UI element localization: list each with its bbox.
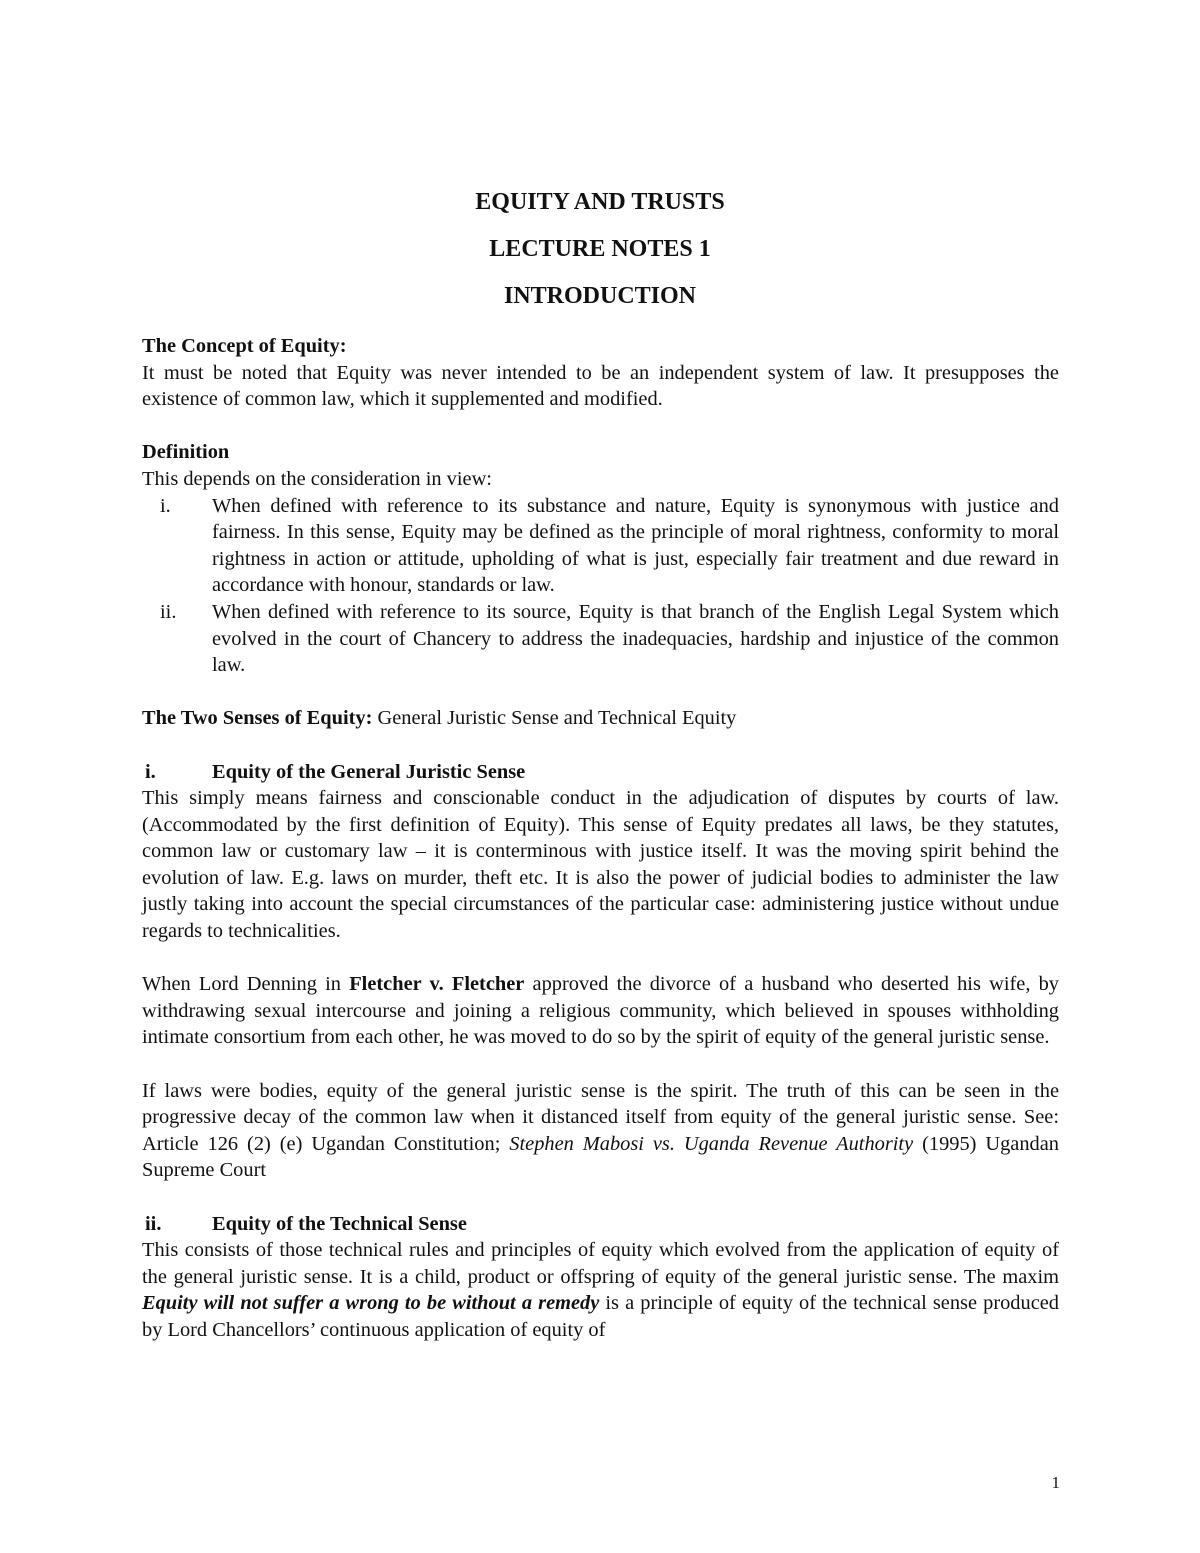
document-subtitle: LECTURE NOTES 1: [489, 236, 711, 262]
paragraph-text: approved the divorce of a husband who deserted his wife, by withdrawing sexual intercourse and joining a religious community, which believed in spouses withholding intimate consortium from each other, he was moved to do so by the spirit of equity of the general juristic sense.: [142, 973, 1060, 1049]
section-title: INTRODUCTION: [503, 283, 697, 309]
paragraph-text: This consists of those technical rules and principles of equity which evolved from the application of equity of the general juristic sense. It is a child, product or offspring of equity of the general juristic sense. The maxim: [142, 1239, 1059, 1288]
paragraph-text: If laws were bodies, equity of the general juristic sense is the spirit. The truth of this can be seen in the progressive decay of the common law when it distanced itself from equity of the general juristic sense. See: Article 126 (2) (e) Ugandan Constitution;: [142, 1079, 1059, 1155]
definition-intro: This depends on the consideration in view:: [142, 467, 492, 490]
case-citation: Stephen Mabosi vs. Uganda Revenue Authority: [509, 1132, 914, 1155]
concept-paragraph: It must be noted that Equity was never intended to be an independent system of law. It presupposes the existence of common law, which it supplemented and modified.: [142, 361, 1059, 411]
technical-sense-paragraph: [142, 1237, 1059, 1343]
two-senses-line: [142, 705, 1059, 732]
title-block: [0, 190, 1200, 308]
list-marker: ii.: [160, 600, 177, 623]
list-item-text: When defined with reference to its substance and nature, Equity is synonymous with justice and fairness. In this sense, Equity may be defined as the principle of moral rightness, conformity to moral rightness in action or attitude, upholding of what is just, especially fair treatment and due reward in accordance with honour, standards or law.: [212, 494, 1059, 597]
paragraph-text: is a principle of equity of the technical sense produced by Lord Chancellors’ continuous application of equity of: [142, 1292, 1059, 1341]
paragraph-text: (1995) Ugandan Supreme Court: [142, 1132, 1059, 1182]
general-sense-heading-text: Equity of the General Juristic Sense: [212, 760, 526, 783]
general-sense-heading: [142, 759, 1059, 786]
document-title: EQUITY AND TRUSTS: [475, 189, 725, 215]
list-marker: i.: [160, 494, 171, 517]
paragraph-text: When Lord Denning in: [142, 973, 350, 996]
concept-heading: The Concept of Equity:: [142, 335, 347, 357]
document-body: [142, 333, 1059, 1344]
general-sense-paragraph-2: [142, 971, 1059, 1051]
technical-sense-heading-text: Equity of the Technical Sense: [212, 1212, 467, 1235]
two-senses-text: General Juristic Sense and Technical Equity: [372, 707, 737, 730]
list-marker: i.: [145, 760, 156, 783]
definition-list: [142, 493, 1059, 679]
definition-heading: Definition: [142, 441, 230, 464]
list-marker: ii.: [145, 1212, 162, 1235]
case-citation: Fletcher v. Fletcher: [349, 973, 525, 996]
list-item: [142, 599, 1059, 679]
technical-sense-heading: [142, 1211, 1059, 1238]
list-item: [142, 493, 1059, 599]
general-sense-paragraph-1: This simply means fairness and conscionable conduct in the adjudication of disputes by courts of law. (Accommodated by the first definition of Equity). This sense of Equity predates all laws, be they statutes, common law or customary law – it is conterminous with justice itself. It was the moving spirit behind the evolution of law. E.g. laws on murder, theft etc. It is also the power of judicial bodies to administer the law justly taking into account the special circumstances of the particular case: administering justice without undue regards to technicalities.: [142, 787, 1059, 943]
general-sense-paragraph-3: [142, 1078, 1059, 1184]
list-item-text: When defined with reference to its source, Equity is that branch of the English Legal System which evolved in the court of Chancery to address the inadequacies, hardship and injustice of the common law.: [212, 600, 1059, 677]
maxim-text: Equity will not suffer a wrong to be without a remedy: [142, 1292, 600, 1315]
page-number: 1: [1051, 1473, 1060, 1492]
two-senses-heading: The Two Senses of Equity:: [142, 707, 373, 730]
